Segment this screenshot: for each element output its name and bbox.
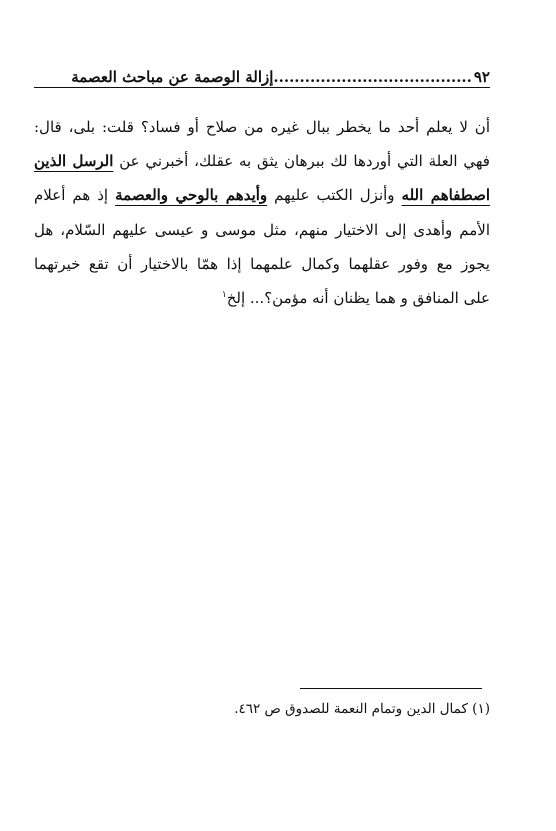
text-segment: على المنافق و هما يظنان أنه مؤمن؟... إلخ (226, 289, 490, 308)
body-paragraph (34, 110, 490, 315)
underlined-phrase: اصطفاهم الله (401, 186, 490, 205)
running-title: ......................................إزالة الوصمة عن مباحث العصمة (71, 68, 472, 86)
footnote: (١) كمال الدين وتمام النعمة للصدوق ص ٤٦٢. (234, 701, 490, 717)
text-line (34, 247, 490, 281)
text-segment: الأمم وأهدى إلى الاختيار منهم، مثل موسى و عيسى عليهم السّلام، هل (34, 220, 490, 239)
underlined-phrase: الرسل الذين (34, 152, 114, 171)
page-number: ٩٢ (473, 68, 490, 86)
text-segment: وأنزل الكتب عليهم (267, 186, 402, 205)
text-segment: إذ هم أعلام (34, 186, 116, 205)
page-header (34, 60, 490, 86)
text-line (34, 281, 490, 315)
text-line (34, 110, 490, 144)
text-line (34, 178, 490, 212)
text-segment: أن لا يعلم أحد ما يخطر ببال غيره من صلاح أو فساد؟ قلت: بلى، قال: (34, 118, 490, 136)
underlined-phrase: وأيدهم بالوحي والعصمة (115, 186, 268, 205)
text-line (34, 213, 490, 247)
footnote-rule (300, 688, 482, 689)
footnote-reference: ١ (221, 290, 227, 301)
text-segment: يجوز مع وفور عقلهما وكمال علمهما إذا همّا بالاختيار أن تقع خيرتهما (34, 254, 490, 273)
text-segment: فهي العلة التي أوردها لك ببرهان يثق به عقلك، أخبرني عن (113, 152, 490, 171)
text-line (34, 144, 490, 178)
header-rule (34, 87, 490, 88)
